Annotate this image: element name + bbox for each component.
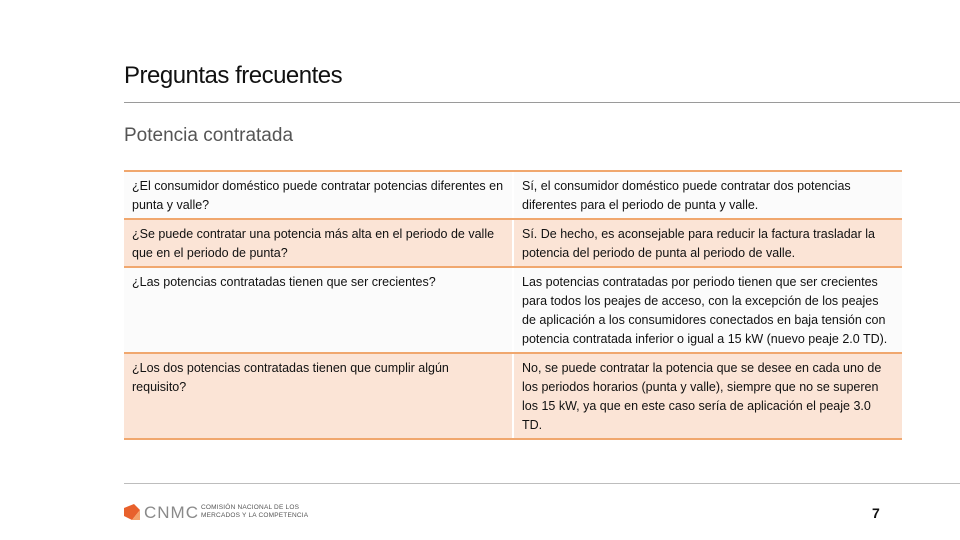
logo-acronym: CNMC xyxy=(144,503,199,522)
faq-table xyxy=(124,170,902,440)
section-subtitle: Potencia contratada xyxy=(124,125,294,146)
page-title: Preguntas frecuentes xyxy=(124,62,343,89)
faq-answer: No, se puede contratar la potencia que se desee en cada uno de los periodos horarios (punta y valle), siempre que no se superen los 15 kW, ya que en este caso sería de aplicación el peaje 3.0 TD. xyxy=(513,353,902,439)
faq-row xyxy=(124,219,902,267)
logo-subtitle xyxy=(201,504,308,520)
faq-row xyxy=(124,353,902,439)
faq-question: ¿Los dos potencias contratadas tienen que cumplir algún requisito? xyxy=(124,353,513,439)
faq-question: ¿Las potencias contratadas tienen que ser crecientes? xyxy=(124,267,513,353)
faq-question: ¿Se puede contratar una potencia más alta en el periodo de valle que en el periodo de punta? xyxy=(124,219,513,267)
cnmc-logo-mark-icon xyxy=(124,504,140,520)
faq-row xyxy=(124,267,902,353)
faq-answer: Sí. De hecho, es aconsejable para reducir la factura trasladar la potencia del periodo de punta al periodo de valle. xyxy=(513,219,902,267)
title-divider xyxy=(124,102,960,103)
footer-divider xyxy=(124,483,960,484)
page-number: 7 xyxy=(872,505,880,521)
logo-line-1: COMISIÓN NACIONAL DE LOS xyxy=(201,504,300,511)
logo-line-2: MERCADOS Y LA COMPETENCIA xyxy=(201,512,309,519)
cnmc-logo xyxy=(124,502,309,524)
faq-row xyxy=(124,171,902,219)
faq-answer: Sí, el consumidor doméstico puede contratar dos potencias diferentes para el periodo de punta y valle. xyxy=(513,171,902,219)
faq-question: ¿El consumidor doméstico puede contratar potencias diferentes en punta y valle? xyxy=(124,171,513,219)
faq-answer: Las potencias contratadas por periodo tienen que ser crecientes para todos los peajes de acceso, con la excepción de los peajes de aplicación a los consumidores conectados en baja tensión con potencia contratada inferior o igual a 15 kW (nuevo peaje 2.0 TD). xyxy=(513,267,902,353)
